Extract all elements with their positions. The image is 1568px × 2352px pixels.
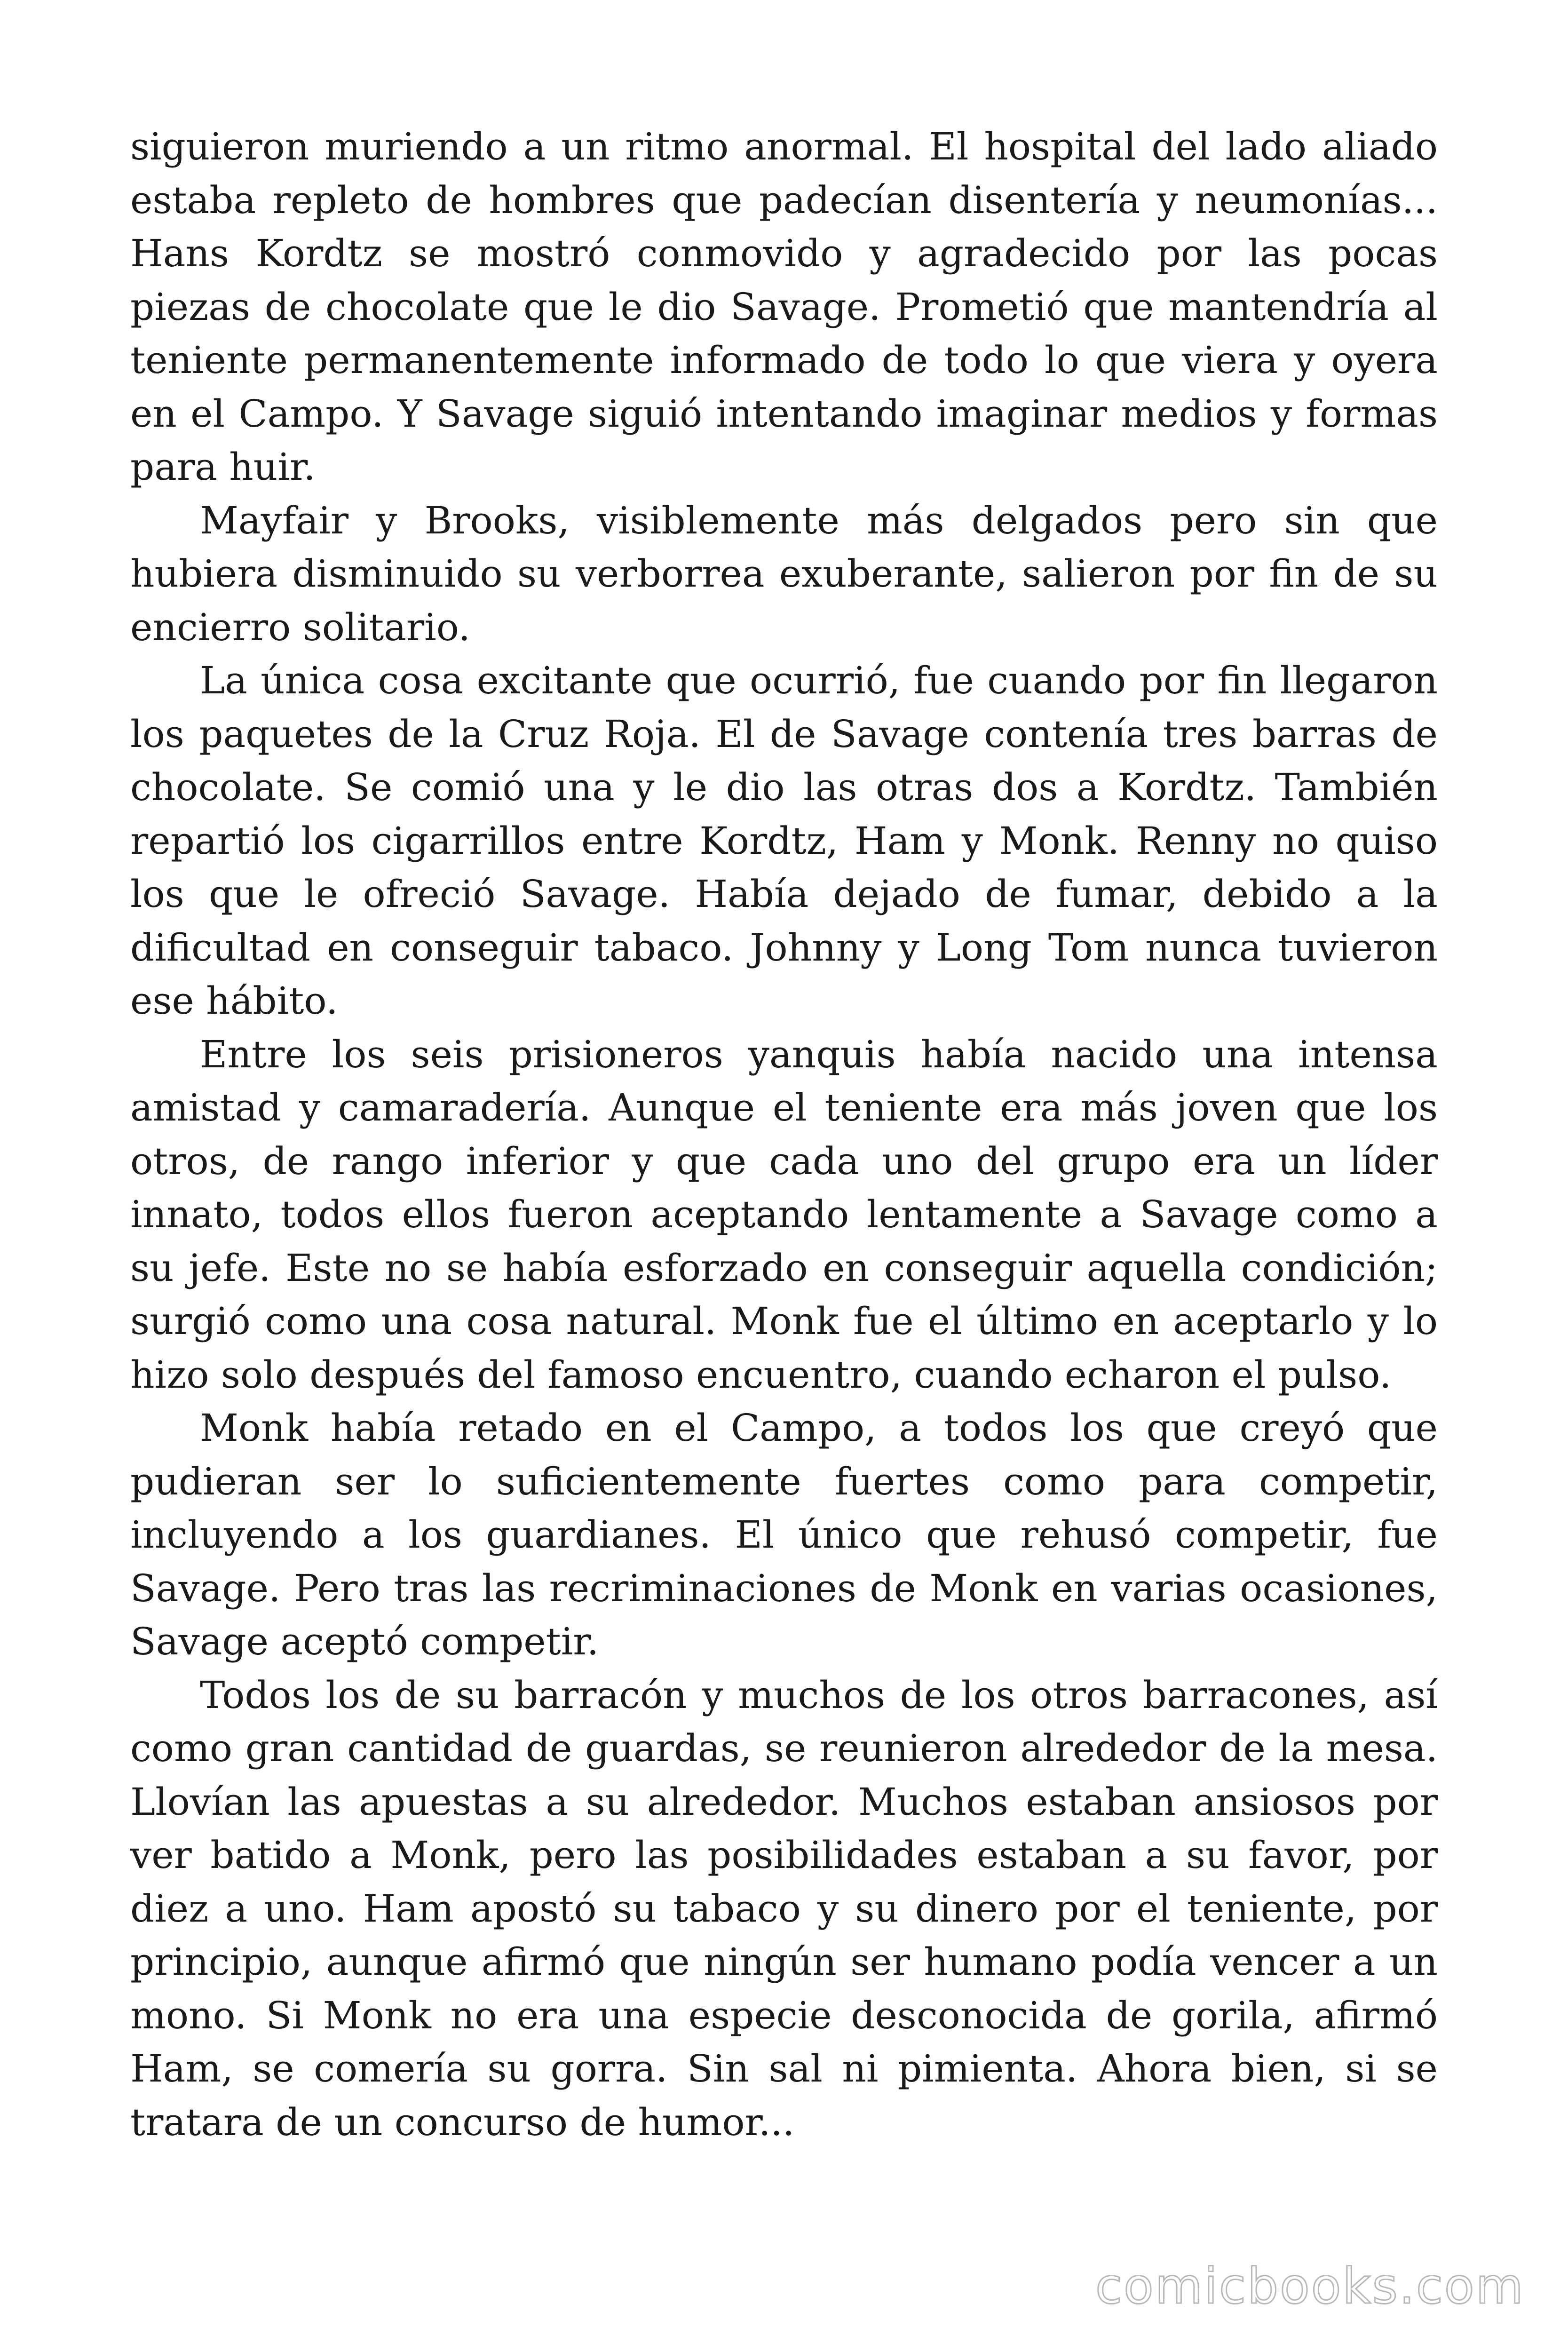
paragraph-4: Entre los seis prisioneros yanquis había nacido una intensa amistad y camaradería. Aunque el teniente era más joven que los otros, de rango inferior y que cada uno del grupo era un líder innato, todos ellos fueron aceptando lentamente a Savage como a su jefe. Este no se había esforzado en conseguir aquella condición; surgió como una cosa natural. Monk fue el último en aceptarlo y lo hizo solo después del famoso encuentro, cuando echaron el pulso. [130,1032,1438,1397]
paragraph-5: Monk había retado en el Campo, a todos los que creyó que pudieran ser lo suficientemente fuertes como para competir, incluyendo a los guardianes. El único que rehusó competir, fue Savage. Pero tras las recriminaciones de Monk en varias ocasiones, Savage aceptó competir. [130,1406,1438,1663]
watermark: comicbooks.com [1095,2257,1525,2315]
paragraph-2: Mayfair y Brooks, visiblemente más delgados pero sin que hubiera disminuido su verborrea exuberante, salieron por fin de su encierro solitario. [130,498,1438,649]
body-text [130,120,1438,2149]
paragraph-6: Todos los de su barracón y muchos de los otros barracones, así como gran cantidad de guardas, se reunieron alrededor de la mesa. Llovían las apuestas a su alrededor. Muchos estaban ansiosos por ver batido a Monk, pero las posibilidades estaban a su favor, por diez a uno. Ham apostó su tabaco y su dinero por el teniente, por principio, aunque afirmó que ningún ser humano podía vencer a un mono. Si Monk no era una especie desconocida de gorila, afirmó Ham, se comería su gorra. Sin sal ni pimienta. Ahora bien, si se tratara de un concurso de humor... [130,1673,1438,2144]
paragraph-1: siguieron muriendo a un ritmo anormal. El hospital del lado aliado estaba repleto de hombres que padecían disentería y neumonías... Hans Kordtz se mostró conmovido y agradecido por las pocas piezas de chocolate que le dio Savage. Prometió que mantendría al teniente permanentemente informado de todo lo que viera y oyera en el Campo. Y Savage siguió intentando imaginar medios y formas para huir. [130,125,1438,489]
paragraph-3: La única cosa excitante que ocurrió, fue cuando por fin llegaron los paquetes de la Cruz Roja. El de Savage contenía tres barras de chocolate. Se comió una y le dio las otras dos a Kordtz. También repartió los cigarrillos entre Kordtz, Ham y Monk. Renny no quiso los que le ofreció Savage. Había dejado de fumar, debido a la dificultad en conseguir tabaco. Johnny y Long Tom nunca tuvieron ese hábito. [130,659,1438,1023]
